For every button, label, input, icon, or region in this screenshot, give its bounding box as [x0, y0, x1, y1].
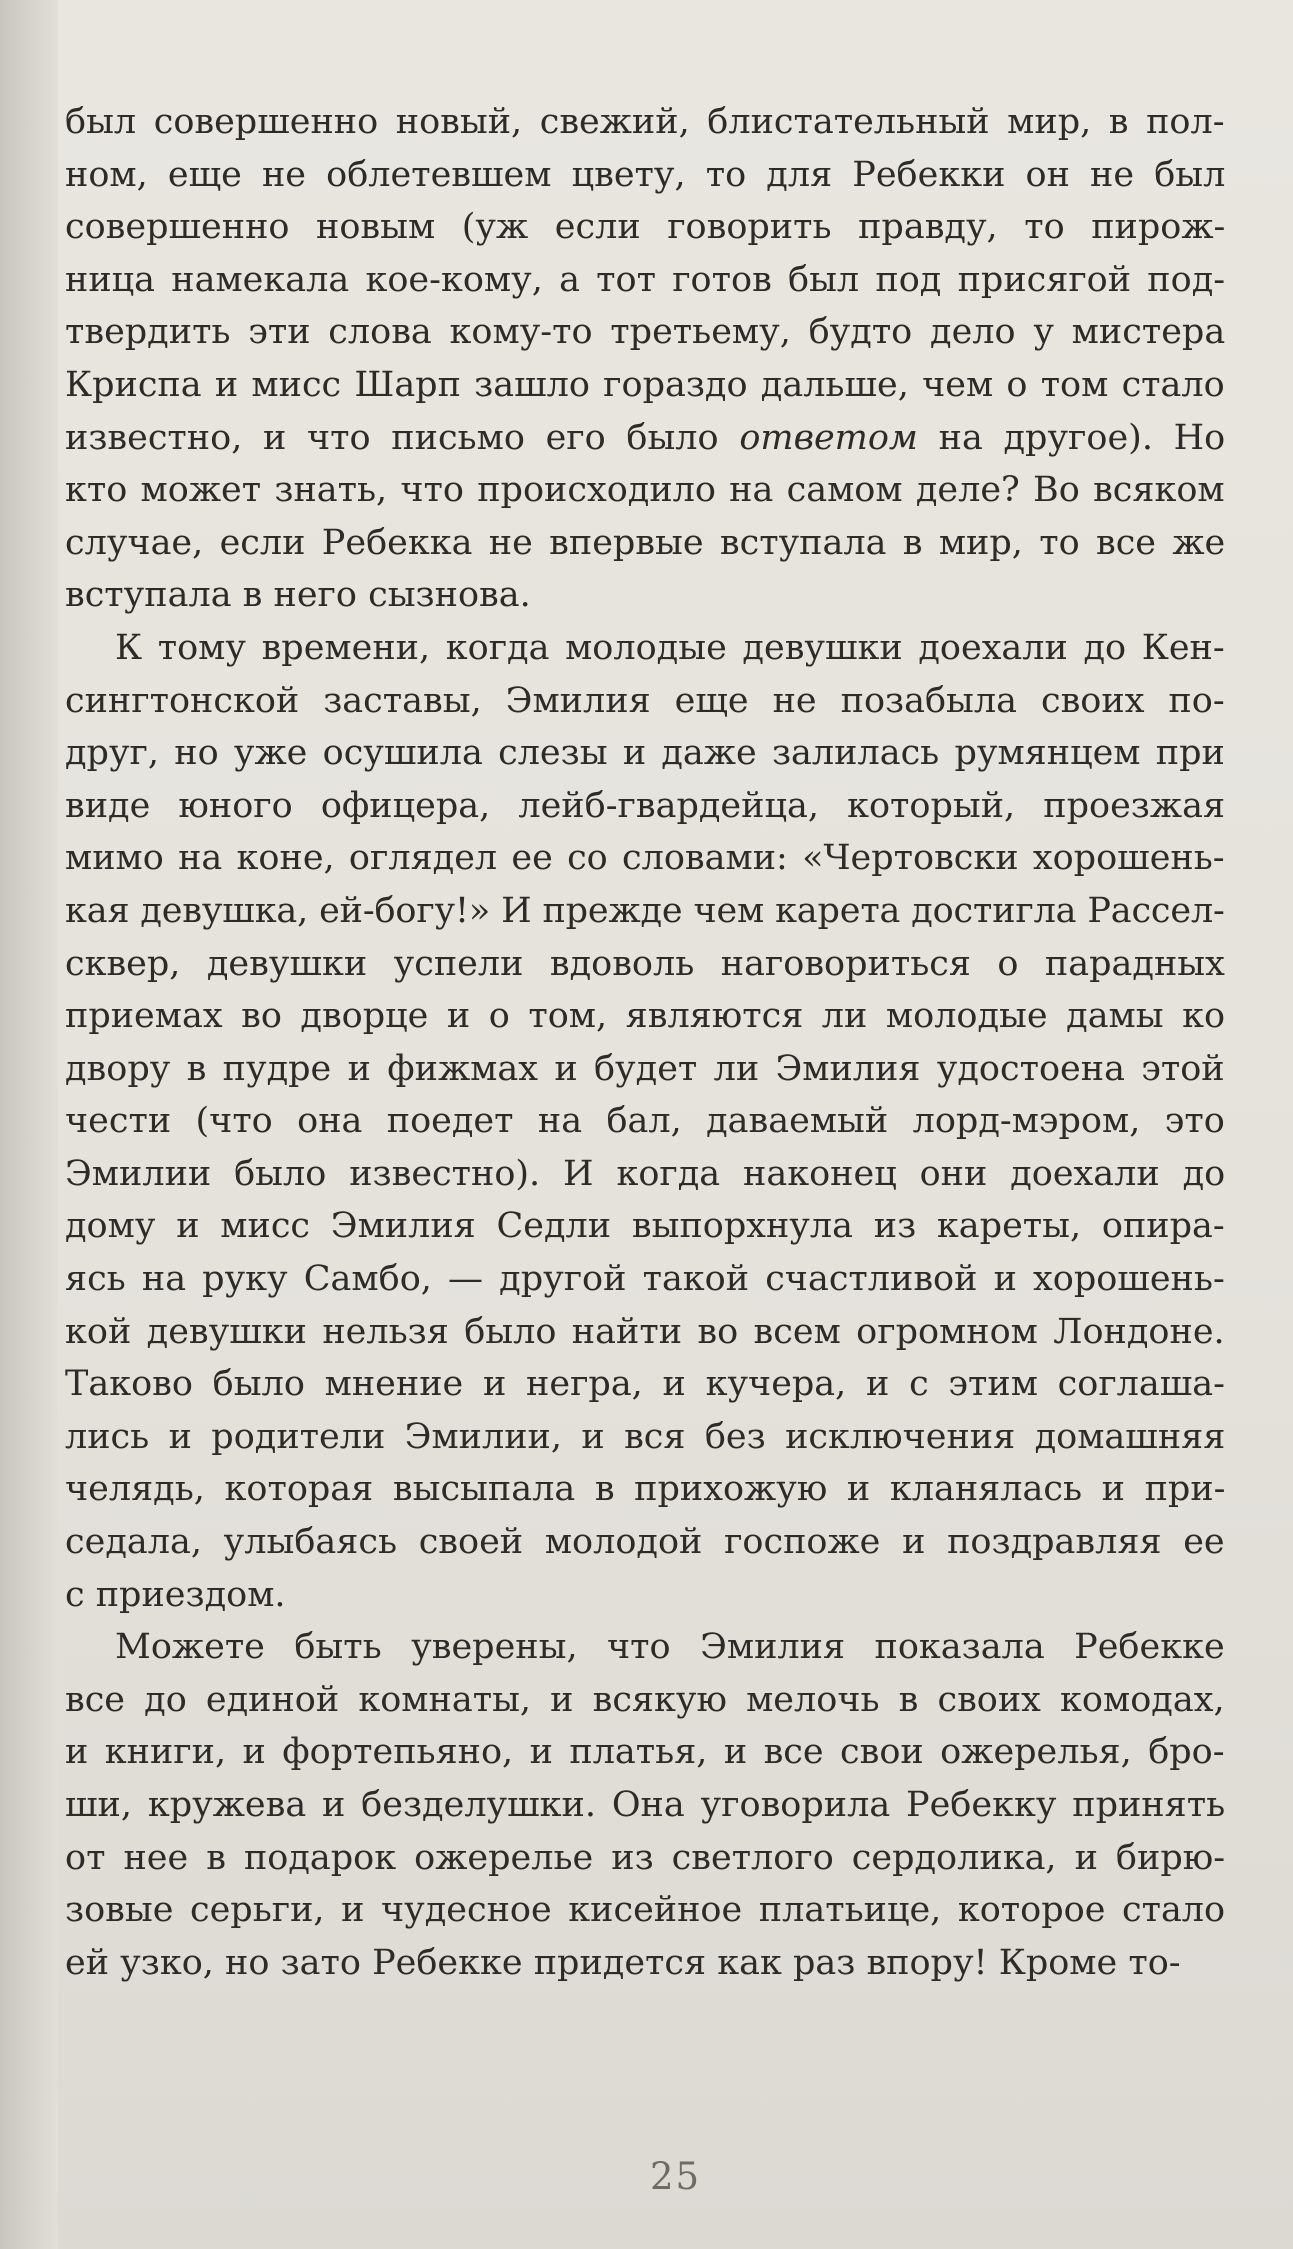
- text-line: Таково было мнение и негра, и кучера, и с этим соглаша-: [65, 1364, 1225, 1405]
- text-line: случае, если Ребекка не впервые вступала в мир, то все же: [65, 522, 1225, 563]
- text-line: К тому времени, когда молодые девушки доехали до Кен-: [115, 627, 1225, 668]
- text-line: совершенно новым (уж если говорить правду, то пирож-: [65, 207, 1225, 248]
- text-line: все до единой комнаты, и всякую мелочь в своих комодах,: [65, 1679, 1225, 1720]
- text-line: мимо на коне, оглядел ее со словами: «Чертовски хорошень-: [65, 838, 1225, 879]
- text-line: Криспа и мисс Шарп зашло гораздо дальше, чем о том стало: [65, 364, 1225, 405]
- text-line: кая девушка, ей-богу!» И прежде чем карета достигла Рассел-: [65, 890, 1225, 931]
- text-line: чести (что она поедет на бал, даваемый лорд-мэром, это: [65, 1101, 1225, 1142]
- text-line: ей узко, но зато Ребекке придется как раз впору! Кроме то-: [65, 1942, 1181, 1983]
- text-line: вступала в него сызнова.: [65, 575, 531, 616]
- text-line: сквер, девушки успели вдоволь наговориться о парадных: [65, 943, 1225, 984]
- text-line: Можете быть уверены, что Эмилия показала Ребекке: [115, 1627, 1225, 1668]
- text-fragment: на другое). Но: [917, 417, 1225, 458]
- text-line: виде юного офицера, лейб-гвардейца, который, проезжая: [65, 785, 1225, 826]
- book-gutter-shadow: [0, 0, 58, 2249]
- text-line: ница намекала кое-кому, а тот готов был под присягой под-: [65, 259, 1225, 300]
- text-line: от нее в подарок ожерелье из светлого сердолика, и бирю-: [65, 1837, 1225, 1878]
- text-line: зовые серьги, и чудесное кисейное платьице, которое стало: [65, 1890, 1225, 1931]
- text-line: и книги, и фортепьяно, и платья, и все свои ожерелья, бро-: [65, 1732, 1225, 1773]
- text-line: друг, но уже осушила слезы и даже залилась румянцем при: [65, 733, 1225, 774]
- text-line: челядь, которая высыпала в прихожую и кланялась и при-: [65, 1469, 1225, 1510]
- text-line: двору в пудре и фижмах и будет ли Эмилия удостоена этой: [65, 1048, 1225, 1089]
- text-line: седала, улыбаясь своей молодой госпоже и поздравляя ее: [65, 1522, 1225, 1563]
- text-line-with-emphasis: [65, 412, 1225, 465]
- text-line: дому и мисс Эмилия Седли выпорхнула из кареты, опира-: [65, 1206, 1225, 1247]
- emphasized-word: ответом: [739, 417, 918, 458]
- text-line: ясь на руку Самбо, — другой такой счастливой и хорошень-: [65, 1259, 1225, 1300]
- paragraph-1: [65, 96, 1225, 622]
- text-line: был совершенно новый, свежий, блистательный мир, в пол-: [65, 102, 1225, 142]
- text-line: ши, кружева и безделушки. Она уговорила Ребекку принять: [65, 1785, 1225, 1825]
- text-line: кто может знать, что происходило на самом деле? Во всяком: [65, 470, 1225, 511]
- page-number: 25: [649, 2155, 702, 2198]
- paragraph-3: [65, 1621, 1225, 1989]
- text-line: твердить эти слова кому-то третьему, будто дело у мистера: [65, 312, 1225, 353]
- text-line: ном, еще не облетевшем цвету, то для Ребекки он не был: [65, 154, 1225, 195]
- page-text: [65, 96, 1225, 1989]
- text-line: приемах во дворце и о том, являются ли молодые дамы ко: [65, 996, 1225, 1037]
- text-line: кой девушки нельзя было найти во всем огромном Лондоне.: [65, 1311, 1225, 1352]
- text-line: сингтонской заставы, Эмилия еще не позабыла своих по-: [65, 680, 1225, 721]
- text-fragment: известно, и что письмо его было: [65, 417, 740, 458]
- paragraph-2: [65, 622, 1225, 1621]
- book-page: [58, 0, 1293, 2249]
- text-line: с приездом.: [65, 1574, 286, 1615]
- text-line: лись и родители Эмилии, и вся без исключения домашняя: [65, 1416, 1225, 1457]
- text-line: Эмилии было известно). И когда наконец они доехали до: [65, 1153, 1225, 1194]
